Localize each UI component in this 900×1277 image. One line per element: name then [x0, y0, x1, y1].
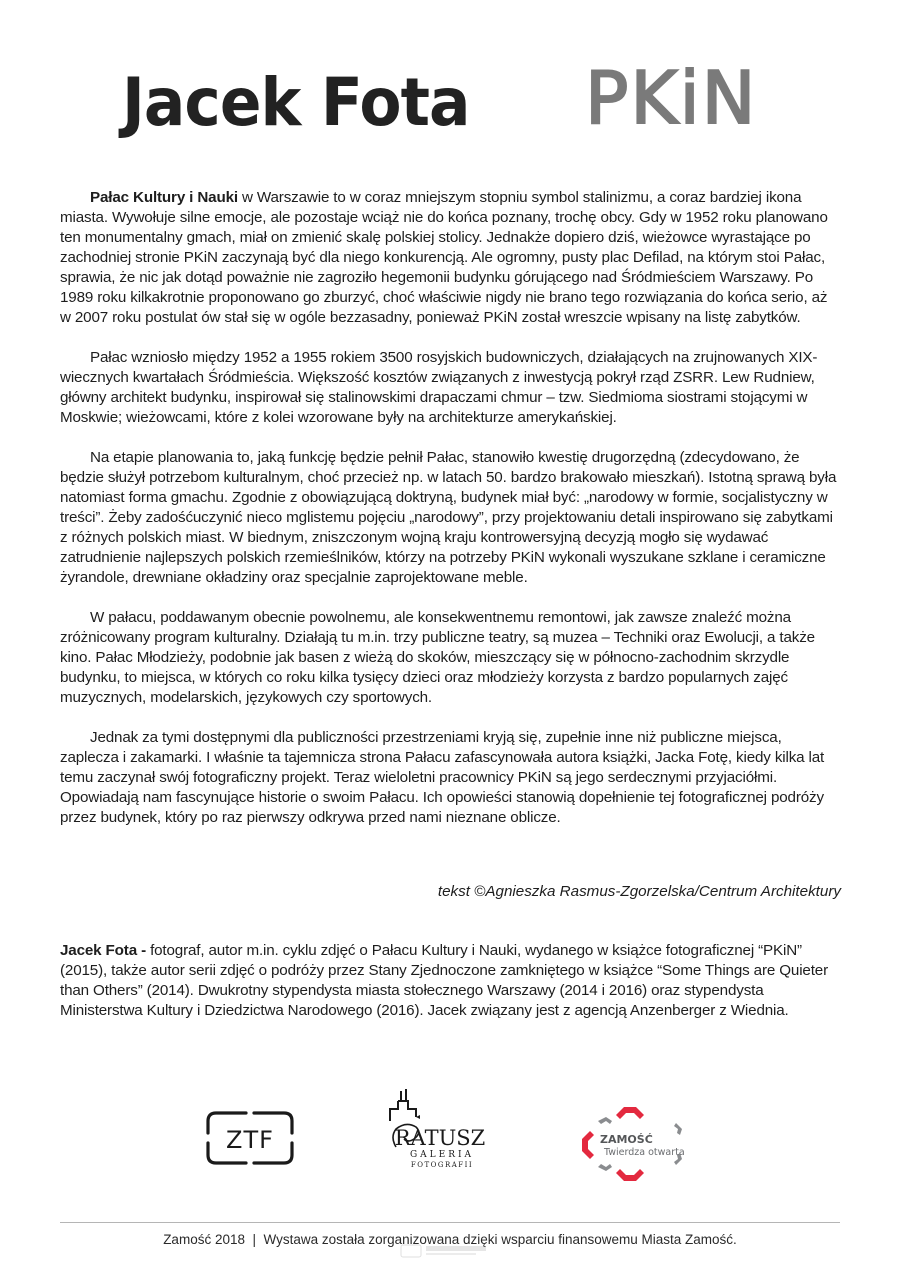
article-paragraph [60, 728, 842, 828]
article-body [60, 188, 842, 848]
paragraph-text: w Warszawie to w coraz mniejszym stopniu symbol stalinizmu, a coraz bardziej ikona miasta. Wywołuje silne emocje, ale pozostaje wciąż nie do końca poznany, trochę obcy. Gdy w 1952 roku planowano ten monumentalny gmach, miał on zmienić skalę polskiej stolicy. Jednakże dopiero dziś, wieżowce wyrastające po zachodniej stronie PKiN zaczynają być dla niego konkurencją. Ale ogromny, pusty plac Defilad, na którym stoi Pałac, sprawia, że nic jak dotąd poważnie nie zagroziło hegemonii budynku górującego nad Śródmieściem Warszawy. Po 1989 roku kilkakrotnie proponowano go zburzyć, choć właściwie nigdy nie brano tego rozwiązania do końca serio, aż w 2007 roku postulat ów stał się w ogóle bezzasadny, ponieważ PKiN został wreszcie wpisany na listę zabytków. [60, 189, 828, 326]
footer-text: Zamość 2018 | Wystawa została zorganizowana dzięki wsparciu finansowemu Miasta Zamość. [163, 1232, 737, 1247]
tower-icon [390, 1089, 416, 1121]
author-name-title: Jacek Fota [122, 64, 470, 141]
text-credit: tekst ©Agnieszka Rasmus-Zgorzelska/Centrum Architektury [437, 883, 841, 900]
article-paragraph [60, 188, 842, 328]
article-paragraph [60, 448, 842, 588]
gray-bastion-icon [598, 1117, 612, 1124]
red-bastion-top-icon [616, 1107, 644, 1119]
sponsor-logos [0, 1085, 900, 1185]
paragraph-text: Jednak za tymi dostępnymi dla publiczności przestrzeniami kryją się, zupełnie inne niż publiczne miejsca, zaplecza i zakamarki. I właśnie ta tajemnicza strona Pałacu zafascynowała autora książki, Jacka Fotę, kiedy kilka lat temu zaczynał swój fotograficzny projekt. Teraz wieloletni pracownicy PKiN są jego serdecznymi przyjaciółmi. Opowiadają nam fascynujące historie o swoim Pałacu. Ich opowieści stanowią dopełnienie tej fotograficznej podróży przez budynek, który po raz pierwszy odkrywa przed nami nieznane oblicze. [60, 729, 825, 826]
paragraph-text: Na etapie planowania to, jaką funkcję będzie pełnił Pałac, stanowiło kwestię drugorzędną (zdecydowano, że będzie służył potrzebom kulturalnym, choć przecież np. w latach 50. bardzo brakowało mieszkań). Istotną sprawą była natomiast forma gmachu. Zgodnie z obowiązującą doktryną, budynek miał być: „narodowy w formie, socjalistyczny w treści”. Żeby zadośćuczynić nieco mglistemu pojęciu „narodowy”, przy projektowaniu detali inspirowano się zabytkami z różnych polskich miast. W biednym, zniszczonym wojną kraju kontrowersyjną decyzją mogło się wydawać zatrudnienie najlepszych polskich rzemieślników, którzy na potrzeby PKiN wykonali wyszukane szklane i ceramiczne żyrandole, drewniane okładziny oraz specjalnie zaprojektowane meble. [60, 449, 837, 586]
page-header [0, 58, 900, 158]
zamosc-name: ZAMOŚĆ [600, 1133, 653, 1146]
paragraph-text: Pałac wzniosło między 1952 a 1955 rokiem 3500 rosyjskich budowniczych, działających na zrujnowanych XIX-wiecznych kwartałach Śródmieścia. Większość kosztów związanych z inwestycją pokrył rząd ZSRR. Lew Rudniew, główny architekt budynku, inspirował się stalinowskimi drapaczami chmur – tzw. Siedmioma siostrami stojącymi w Moskwie; wieżowcami, które z kolei wzorowane były na architekturze amerykańskiej. [60, 349, 818, 426]
ratusz-name: RATUSZ [394, 1126, 486, 1150]
ratusz-logo [386, 1087, 492, 1169]
article-paragraph [60, 348, 842, 428]
gray-bastion-icon [598, 1164, 612, 1171]
zamosc-tagline: Twierdza otwarta [604, 1147, 685, 1158]
project-title: PKiN [585, 56, 758, 140]
footer-divider [60, 1222, 840, 1223]
red-bastion-left-icon [582, 1131, 594, 1159]
paragraph-text: W pałacu, poddawanym obecnie powolnemu, ale konsekwentnemu remontowi, jak zawsze znaleźć można zróżnicowany program kulturalny. Działają tu m.in. trzy publiczne teatry, są muzea – Techniki oraz Ewolucji, a także kino. Pałac Młodzieży, podobnie jak basen z wieżą do skoków, mieszczący się w północno-zachodnim skrzydle budynku, to miejsca, w których co roku kilka tysięcy dzieci oraz młodzieży korzysta z bardzo popularnych zajęć muzycznych, modelarskich, językowych czy sportowych. [60, 609, 815, 706]
paragraph-lead-bold: Pałac Kultury i Nauki [90, 189, 238, 206]
ratusz-line2: GALERIA [409, 1150, 475, 1160]
bio-lead-bold: Jacek Fota - [60, 942, 146, 959]
zamosc-logo [578, 1103, 704, 1187]
ratusz-line3: FOTOGRAFII [410, 1161, 474, 1169]
ztf-logo-text: ZTF [226, 1126, 274, 1154]
ztf-watermark-icon [400, 1244, 500, 1258]
bio-text: fotograf, autor m.in. cyklu zdjęć o Pałacu Kultury i Nauki, wydanego w książce fotograficznej “PKiN” (2015), także autor serii zdjęć o podróży przez Stany Zjednoczone zamkniętego w książce “Some Things are Quieter than Others” (2014). Dwukrotny stypendysta miasta stołecznego Warszawy (2014 i 2016) oraz stypendysta Ministerstwa Kultury i Dziedzictwa Narodowego (2016). Jacek związany jest z agencją Anzenberger z Wiednia. [60, 942, 828, 1019]
article-paragraph [60, 608, 842, 708]
ztf-logo [206, 1111, 294, 1165]
author-bio [60, 941, 842, 1021]
gray-bastion-icon [674, 1123, 682, 1135]
red-bastion-bottom-icon [616, 1169, 644, 1181]
